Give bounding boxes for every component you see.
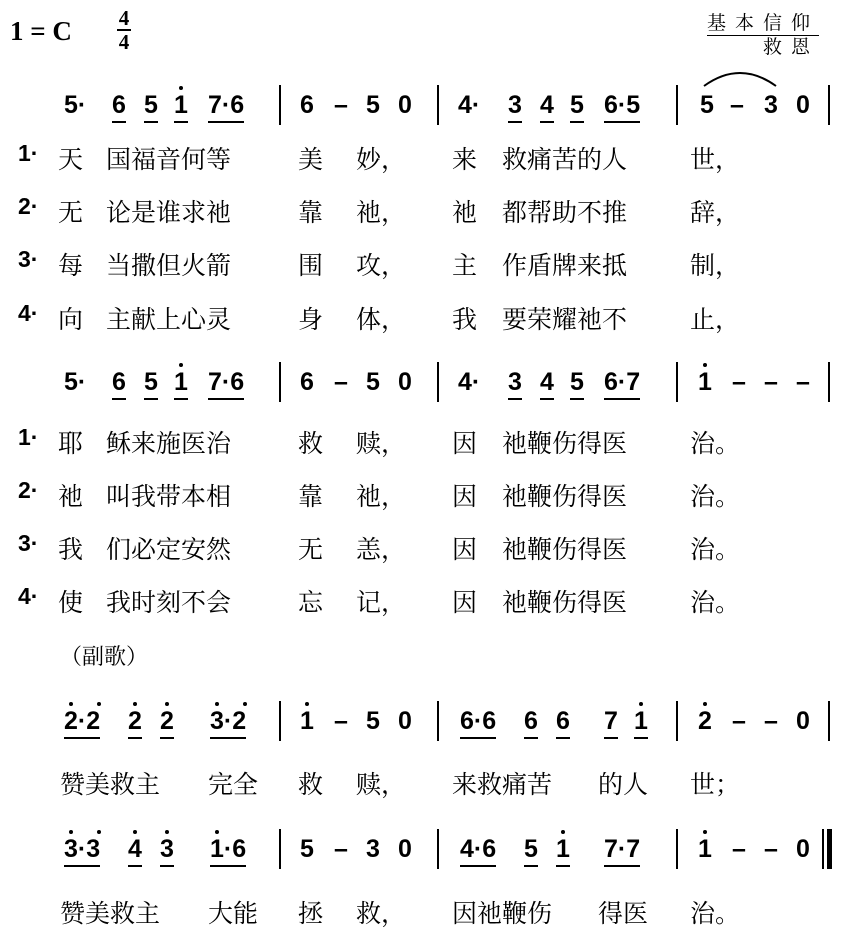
chorus-melody-2: [0, 834, 845, 874]
lyric: 论是谁求祂: [106, 198, 232, 227]
note: 5: [366, 707, 380, 735]
note: 0: [398, 835, 412, 863]
barline: [676, 701, 678, 741]
lyric: 国福音何等: [106, 145, 232, 174]
lyric: 无: [58, 198, 84, 227]
note: –: [796, 368, 810, 396]
note: 6: [524, 706, 538, 739]
lyric: 叫我带本相: [106, 482, 232, 511]
barline: [437, 701, 439, 741]
note: 4: [540, 90, 554, 123]
lyric: 的人: [598, 770, 649, 799]
note: 0: [796, 835, 810, 863]
barline: [279, 85, 281, 125]
lyric: 作盾牌来抵: [502, 251, 628, 280]
chorus-lyric-line: [0, 894, 845, 928]
lyric: 向: [58, 305, 84, 334]
lyric: 身: [298, 305, 324, 334]
key-signature: 1 = C: [10, 16, 72, 46]
note: 1: [698, 835, 712, 863]
lyric: 祂，: [356, 198, 407, 227]
note: –: [764, 368, 778, 396]
note: 3: [366, 835, 380, 863]
note: 5·: [64, 368, 87, 396]
lyric: 治。: [690, 588, 741, 617]
verse-line: [0, 477, 845, 511]
lyric: 完全: [208, 770, 259, 799]
lyric: 救: [298, 429, 324, 458]
lyric: 恙，: [356, 535, 407, 564]
lyric: 拯: [298, 899, 324, 928]
slur: [700, 66, 780, 88]
verse-line: [0, 300, 845, 334]
note: 6: [300, 368, 314, 396]
note: 1: [174, 367, 188, 400]
barline: [279, 701, 281, 741]
lyric: 祂: [452, 198, 478, 227]
lyric: 稣来施医治: [106, 429, 232, 458]
lyric: 忘: [298, 588, 324, 617]
lyric: 主献上心灵: [106, 305, 232, 334]
lyric: 祂鞭伤得医: [502, 429, 628, 458]
note: 1: [556, 834, 570, 867]
lyric: 来救痛苦: [452, 770, 553, 799]
lyric: 靠: [298, 482, 324, 511]
note: 7·7: [604, 834, 640, 867]
verse-number: 2·: [18, 477, 39, 503]
lyric: 救痛苦的人: [502, 145, 628, 174]
note: 1: [174, 90, 188, 123]
note: 6·6: [460, 706, 496, 739]
lyric: 耶: [58, 429, 84, 458]
barline: [828, 85, 830, 125]
note: 4: [540, 367, 554, 400]
verse-number: 1·: [18, 424, 39, 450]
lyric: 靠: [298, 198, 324, 227]
lyric: 祂: [58, 482, 84, 511]
note: –: [764, 707, 778, 735]
lyric: 救，: [356, 899, 407, 928]
chorus-label: （副歌）: [60, 645, 149, 670]
verse-number: 4·: [18, 300, 39, 326]
note: 5: [144, 90, 158, 123]
lyric: 治。: [690, 482, 741, 511]
note: 2: [698, 707, 712, 735]
note: –: [334, 835, 348, 863]
lyric: 因: [452, 429, 478, 458]
note: –: [730, 91, 744, 119]
lyric: 攻，: [356, 251, 407, 280]
note: 4·: [458, 91, 481, 119]
lyric: 止，: [690, 305, 741, 334]
note: 5: [570, 90, 584, 123]
lyric: 制，: [690, 251, 741, 280]
chorus-melody-1: [0, 706, 845, 746]
lyric: 我: [452, 305, 478, 334]
lyric: 祂鞭伤得医: [502, 535, 628, 564]
lyric: 围: [298, 251, 324, 280]
note: 7·6: [208, 90, 244, 123]
lyric: 当撒但火箭: [106, 251, 232, 280]
note: 0: [796, 707, 810, 735]
lyric: 无: [298, 535, 324, 564]
lyric: 们必定安然: [106, 535, 232, 564]
lyric: 都帮助不推: [502, 198, 628, 227]
lyric: 赎，: [356, 770, 407, 799]
note: 6·5: [604, 90, 640, 123]
lyric: 妙，: [356, 145, 407, 174]
lyric: 我: [58, 535, 84, 564]
note: 6·7: [604, 367, 640, 400]
note: 1: [300, 707, 314, 735]
final-barline-thick: [827, 829, 832, 869]
barline: [279, 362, 281, 402]
verse-line: [0, 193, 845, 227]
lyric: 使: [58, 588, 84, 617]
lyric: 美: [298, 145, 324, 174]
lyric: 我时刻不会: [106, 588, 232, 617]
note: 3·3: [64, 834, 100, 867]
lyric: 辞，: [690, 198, 741, 227]
note: 0: [398, 707, 412, 735]
note: 5: [570, 367, 584, 400]
note: 7·6: [208, 367, 244, 400]
note: 4·: [458, 368, 481, 396]
lyric: 治。: [690, 899, 741, 928]
lyric: 每: [58, 251, 84, 280]
final-barline-thin: [822, 829, 824, 869]
lyric: 赞美救主: [60, 770, 161, 799]
barline: [437, 85, 439, 125]
note: 0: [398, 368, 412, 396]
barline: [676, 362, 678, 402]
note: 6: [112, 367, 126, 400]
note: –: [732, 835, 746, 863]
lyric: 世，: [690, 145, 741, 174]
category-main: 基本信仰: [706, 12, 819, 34]
note: 3: [764, 91, 778, 119]
category-tag: [707, 12, 819, 59]
note: 5: [366, 91, 380, 119]
melody-line-2: [0, 367, 845, 407]
note: 0: [796, 91, 810, 119]
note: 5: [366, 368, 380, 396]
lyric: 治。: [690, 535, 741, 564]
note: –: [732, 707, 746, 735]
lyric: 赎，: [356, 429, 407, 458]
chorus-lyric-line: [0, 765, 845, 799]
note: 6: [556, 706, 570, 739]
lyric: 来: [452, 145, 478, 174]
lyric: 要荣耀祂不: [502, 305, 628, 334]
lyric: 得医: [598, 899, 649, 928]
lyric: 祂鞭伤得医: [502, 588, 628, 617]
note: 6: [112, 90, 126, 123]
time-signature-top: 4: [118, 6, 130, 30]
note: 1·6: [210, 834, 246, 867]
lyric: 记，: [356, 588, 407, 617]
note: 2: [160, 706, 174, 739]
lyric: 因祂鞭伤: [452, 899, 553, 928]
lyric: 因: [452, 535, 478, 564]
verse-line: [0, 424, 845, 458]
lyric: 救: [298, 770, 324, 799]
lyric: 赞美救主: [60, 899, 161, 928]
lyric: 因: [452, 588, 478, 617]
lyric: 体，: [356, 305, 407, 334]
barline: [279, 829, 281, 869]
verse-line: [0, 530, 845, 564]
lyric: 天: [58, 145, 84, 174]
verse-line: [0, 583, 845, 617]
note: 5: [524, 834, 538, 867]
verse-line: [0, 246, 845, 280]
note: –: [732, 368, 746, 396]
note: 3·2: [210, 706, 246, 739]
time-signature-bottom: 4: [118, 30, 130, 54]
verse-line: [0, 140, 845, 174]
note: 3: [508, 90, 522, 123]
barline: [676, 85, 678, 125]
note: 2: [128, 706, 142, 739]
note: 6: [300, 91, 314, 119]
note: –: [334, 368, 348, 396]
note: –: [764, 835, 778, 863]
lyric: 大能: [208, 899, 259, 928]
note: 1: [698, 368, 712, 396]
verse-number: 3·: [18, 246, 39, 272]
barline: [437, 829, 439, 869]
verse-number: 2·: [18, 193, 39, 219]
time-signature: [116, 8, 132, 52]
lyric: 祂鞭伤得医: [502, 482, 628, 511]
barline: [828, 362, 830, 402]
note: 0: [398, 91, 412, 119]
barline: [676, 829, 678, 869]
note: 5: [700, 91, 714, 119]
barline: [437, 362, 439, 402]
verse-number: 3·: [18, 530, 39, 556]
lyric: 祂，: [356, 482, 407, 511]
note: 5·: [64, 91, 87, 119]
note: 2·2: [64, 706, 100, 739]
barline: [828, 701, 830, 741]
lyric: 世；: [690, 770, 741, 799]
note: –: [334, 707, 348, 735]
note: 7: [604, 706, 618, 739]
note: 3: [160, 834, 174, 867]
note: 5: [300, 835, 314, 863]
lyric: 治。: [690, 429, 741, 458]
note: 3: [508, 367, 522, 400]
verse-number: 4·: [18, 583, 39, 609]
lyric: 因: [452, 482, 478, 511]
verse-number: 1·: [18, 140, 39, 166]
lyric: 主: [452, 251, 478, 280]
category-sub: 救恩: [762, 36, 819, 58]
melody-line-1: [0, 90, 845, 130]
note: 5: [144, 367, 158, 400]
note: 4·6: [460, 834, 496, 867]
note: –: [334, 91, 348, 119]
note: 4: [128, 834, 142, 867]
note: 1: [634, 706, 648, 739]
